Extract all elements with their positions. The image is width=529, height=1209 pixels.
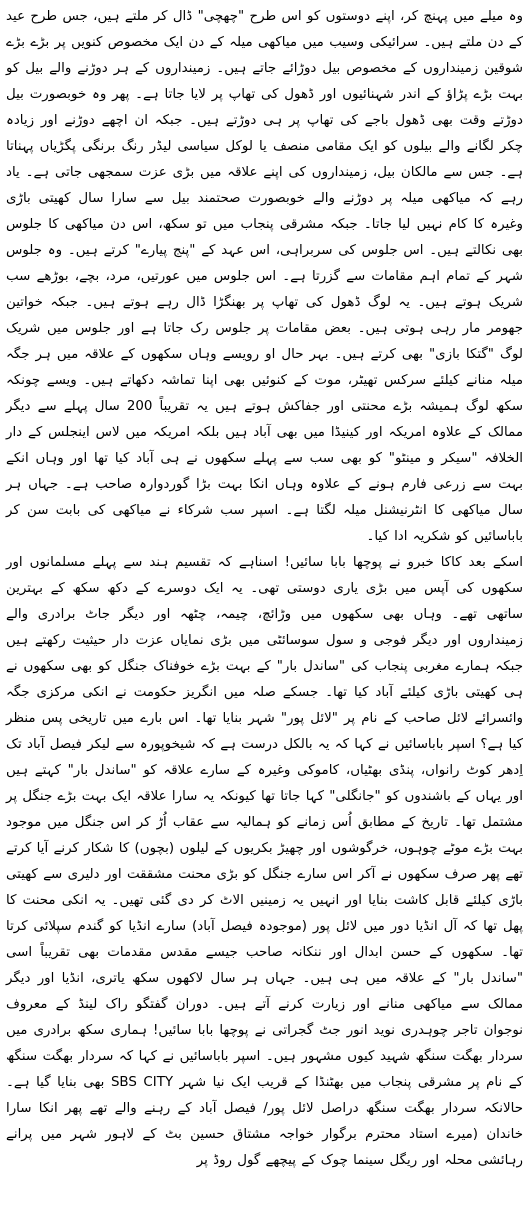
article-body [6,4,523,1174]
article-paragraph-2: اسکے بعد کاکا خبرو نے پوچھا بابا سائیں! اسناہے کہ تقسیم ہند سے پہلے مسلمانوں اور سکھوں کی آپس میں بڑی یاری دوستی تھی۔ یہ ایک دوسرے کے دکھ سکھ کے بہترین ساتھی تھے۔ وہاں بھی سکھوں میں وڑائچ، چیمہ، چٹھہ اور دیگر جاٹ برادری والے زمینداروں اور دیگر فوجی و سول سوسائٹی میں بڑی نمایاں عزت دار حیثیت رکھتے ہیں جبکہ ہمارے مغربی پنجاب کی "ساندل بار" کے بہت بڑے خوفناک جنگل کو بھی سکھوں نے ہی کھیتی باڑی کیلئے آباد کیا تھا۔ جسکے صلہ میں انگریز حکومت نے انکی مرکزی جگہ وائسرائے لائل صاحب کے نام پر "لائل پور" شہر بنایا تھا۔ اس بارے میں تاریخی پس منظر کیا ہے؟ اسپر باباسائیں نے کہا کہ یہ بالکل درست ہے کہ شیخوپورہ سے لیکر فیصل آباد تک اِدھر کوٹ رانواں، پنڈی بھٹیاں، کاموکی وغیرہ کے سارے علاقہ کو "ساندل بار" کہتے ہیں اور یہاں کے باشندوں کو "جانگلی" کہا جاتا تھا کیونکہ یہ سارا علاقہ ایک بہت بڑے جنگل پر مشتمل تھا۔ تاریخ کے مطابق اُس زمانے کو ہمالیہ سے عقاب اُڑ کر اس جنگل میں موجود بہت بڑے موٹے چوہوں، خرگوشوں اور چھیڑ بکریوں کے لیلوں (بچوں) کا شکار کرنے آیا کرتے تھے پھر صرف سکھوں نے آکر اس سارے جنگل کو بڑی محنت مشققت اور دلیری سے کھیتی باڑی کیلئے قابل کاشت بنایا اور انہیں یہ زمینیں الاٹ کر دی گئی تھیں۔ یہ انکی محنت کا پھل تھا کہ آل انڈیا دور میں لائل پور (موجودہ فیصل آباد) سارے انڈیا کو گندم سپلائی کرتا تھا۔ سکھوں کے حسن ابدال اور ننکانہ صاحب جیسے مقدس مقدمات بھی تقریباً اسی "ساندل بار" کے علاقہ میں ہی ہیں۔ جہاں ہر سال لاکھوں سکھ یاتری، انڈیا اور دیگر ممالک سے میاکھی منانے اور زیارت کرنے آتے ہیں۔ دوران گفتگو راک لینڈ کے معروف نوجوان تاجر چوہدری نوید انور جٹ گجراتی نے پوچھا بابا سائیں! ہماری سکھ برادری میں سردار بھگت سنگھ شہید کیوں مشہور ہیں۔ اسپر باباسائیں نے کہا کہ سردار بھگت سنگھ کے نام پر مشرقی پنجاب میں بھٹنڈا کے قریب ایک نیا شہر SBS CITY بھی بنایا گیا ہے۔ حالانکہ سردار بھگت سنگھ دراصل لائل پور/ فیصل آباد کے رہنے والے تھے پھر انکا سارا خاندان (میرے استاد محترم برگوار خواجہ مشتاق حسین بٹ کے لاہور شہر میں پرانے رہائشی محلہ اور ریگل سینما چوک کے پیچھے گول روڈ پر [6,555,523,1168]
article-paragraph-1: وہ میلے میں پہنچ کر، اپنے دوستوں کو اس طرح "چھچی" ڈال کر ملتے ہیں، جس طرح عید کے دن ملتے ہیں۔ سرائیکی وسیب میں میاکھی میلہ کے دن ایک مخصوص کنویں پر بڑے بڑے شوقین زمینداروں کے مخصوص بیل دوڑائے جاتے ہیں۔ زمینداروں کے ہر دوڑنے والے بیل کو بہت بڑے پڑاؤ کے اندر شہنائیوں اور ڈھول کی تھاپ پر لایا جاتا ہے۔ پھر وہ خوبصورت بیل دوڑتے وقت بھی ڈھول باجے کی تھاپ پر ہی دوڑتے ہیں۔ جبکہ ان اچھے دوڑنے اور زیادہ چکر لگانے والے بیلوں کو ایک مقامی منصف یا لوکل سیاسی لیڈر رنگ برنگی پگڑیاں پہناتا ہے۔ جس سے مالکان بیل، زمینداروں کی اپنے علاقہ میں بڑی عزت سمجھی جاتی ہے۔ یاد رہے کہ میاکھی میلہ پر دوڑنے والے خوبصورت صحتمند بیل سے سارا سال کھیتی باڑی وغیرہ کا کام نہیں لیا جاتا۔ جبکہ مشرقی پنجاب میں تو سکھ، اس دن میاکھی کا جلوس بھی نکالتے ہیں۔ اس جلوس کی سربراہی، اس عہد کے "پنج پیارے" کرتے ہیں۔ وہ جلوس شہر کے تمام اہم مقامات سے گزرتا ہے۔ اس جلوس میں عورتیں، مرد، بچے، بوڑھے سب شریک ہوتے ہیں۔ یہ لوگ ڈھول کی تھاپ پر بھنگڑا ڈال رہے ہوتے ہیں۔ جبکہ خواتین جھومر مار رہی ہوتی ہیں۔ بعض مقامات پر جلوس رک جاتا ہے اور جلوس میں شریک لوگ "گتکا بازی" بھی کرتے ہیں۔ بہر حال او رویسے وہاں سکھوں کے علاقہ میں ہر جگہ میلہ منانے کیلئے سرکس تھیٹر، موت کے کنوئیں بھی اپنا تماشہ دکھاتے ہیں۔ ویسے چونکہ سکھ لوگ ہمیشہ بڑے محنتی اور جفاکش ہوتے ہیں یہ تقریباً 200 سال پہلے سے دیگر ممالک کے علاوہ امریکہ اور کینیڈا میں بھی آباد ہیں بلکہ امریکہ میں لاس اینجلس کے دار الخلافہ "سیکر و مینٹو" کو بھی سب سے پہلے سکھوں نے ہی آباد کیا تھا اور وہاں انکے بہت سے زرعی فارم ہونے کے علاوہ وہاں انکا بہت بڑا گوردوارہ صاحب ہے۔ جہاں ہر سال میاکھی کا انٹرنیشنل میلہ لگتا ہے۔ اسپر سب شرکاء نے میاکھی کی بابت سن کر باباسائیں کو شکریہ ادا کیا۔ [6,9,523,544]
